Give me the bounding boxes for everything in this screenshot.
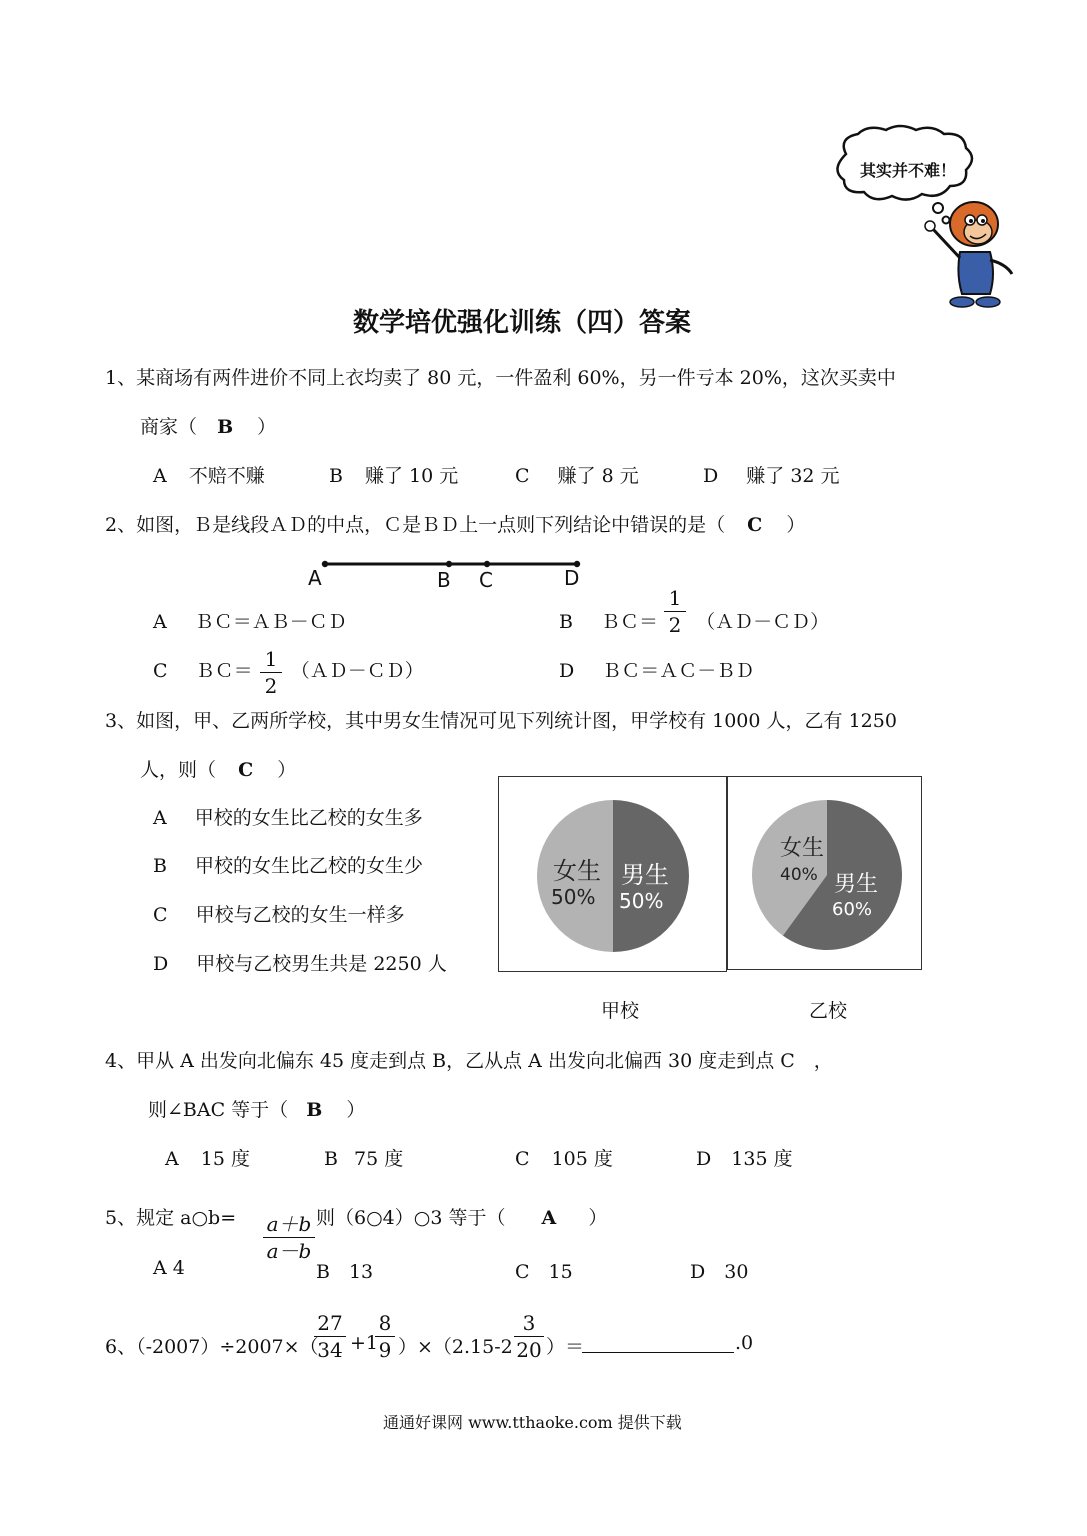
pie-chart-school-jia (498, 776, 727, 972)
q5-option-d: D 30 (690, 1261, 749, 1283)
q4-stem-line1: 4、甲从 A 出发向北偏东 45 度走到点 B，乙从点 A 出发向北偏西 30 度走到点 C ， (105, 1050, 833, 1072)
q3-stem-line2 (140, 755, 296, 782)
point-label-b: B (437, 568, 451, 592)
mascot-bubble-text: 其实并不难！ (860, 161, 957, 180)
q2-option-d (559, 656, 754, 683)
pie-label-boys: 男生 (834, 872, 879, 897)
pie-svg (728, 777, 921, 969)
fraction-numerator: 1 (264, 647, 278, 671)
q1-option-c (515, 461, 639, 488)
fraction-bar (314, 1336, 346, 1337)
q4-option-b (324, 1144, 403, 1171)
pie-label-boys: 男生 (621, 861, 669, 889)
q2-option-a (153, 607, 347, 634)
page-title: 数学培优强化训练（四）答案 (353, 308, 692, 338)
option-prefix: ＢＣ＝ (601, 611, 659, 633)
point-label-c: C (479, 568, 493, 592)
pie-caption-yi: 乙校 (809, 1000, 848, 1022)
option-text: 不赔不赚 (188, 465, 265, 487)
fraction-bar (263, 1237, 315, 1238)
fraction-bar (514, 1336, 544, 1337)
option-letter: A (165, 1148, 179, 1170)
q3-option-c (153, 900, 405, 927)
q6-fraction-27-34 (314, 1313, 346, 1360)
option-letter: C (515, 1148, 530, 1170)
q6-expression-start: 6、（-2007）÷2007×（ (105, 1336, 319, 1358)
q4-stem-suffix: ） (346, 1099, 366, 1121)
option-text: ＢＣ＝ＡＢ－ＣＤ (194, 611, 347, 633)
q6-expression-end: ）＝ (546, 1336, 585, 1358)
option-letter: B (153, 855, 167, 877)
q6-answer-blank (582, 1352, 734, 1353)
pie-value-boys: 60% (832, 899, 873, 920)
option-letter: A (153, 611, 167, 633)
option-letter: C (153, 904, 168, 926)
pie-svg (499, 777, 726, 971)
q3-option-d (153, 949, 447, 976)
q1-option-b (329, 461, 458, 488)
q1-option-d (703, 461, 840, 488)
option-suffix: （ＡＤ－ＣＤ） (696, 611, 830, 633)
fraction-numerator: 3 (522, 1311, 536, 1335)
q4-stem-line2 (148, 1095, 365, 1122)
option-text: 75 度 (354, 1148, 404, 1170)
q5-option-b: B 13 (316, 1261, 374, 1283)
option-prefix: ＢＣ＝ (195, 660, 253, 682)
option-letter: D (696, 1148, 712, 1170)
pie-value-girls: 40% (780, 865, 818, 885)
q5-stem-middle: 则（6○4）○3 等于（ (316, 1207, 506, 1229)
fraction-denominator: a－b (266, 1239, 312, 1263)
q2-option-c-fraction (260, 649, 282, 696)
option-letter: D (703, 465, 719, 487)
option-text: ＢＣ＝ＡＣ－ＢＤ (602, 660, 755, 682)
q4-option-d (696, 1144, 793, 1171)
pie-value-girls: 50% (551, 885, 596, 909)
pie-caption-jia: 甲校 (601, 1000, 640, 1022)
option-suffix: （ＡＤ－ＣＤ） (290, 660, 424, 682)
pie-label-girls: 女生 (780, 836, 825, 861)
option-text: 135 度 (731, 1148, 793, 1170)
option-letter: C (153, 660, 168, 682)
fraction-numerator: 27 (317, 1311, 343, 1335)
fraction-numerator: 1 (668, 586, 682, 610)
q2-option-b (559, 607, 830, 637)
q6-fraction-3-20 (514, 1313, 544, 1360)
q4-option-c (515, 1144, 613, 1171)
q3-stem-line1: 3、如图，甲、乙两所学校，其中男女生情况可见下列统计图，甲学校有 1000 人，乙有 1250 (105, 710, 897, 732)
option-text: 赚了 10 元 (365, 465, 459, 487)
option-text: 105 度 (551, 1148, 613, 1170)
q1-option-a (153, 461, 265, 488)
option-text: 甲校与乙校的女生一样多 (195, 904, 405, 926)
q2-option-b-fraction (664, 588, 686, 635)
option-letter: B (559, 611, 573, 633)
fraction-numerator: 8 (378, 1311, 392, 1335)
fraction-bar (375, 1336, 395, 1337)
mascot-drawing (828, 124, 1018, 314)
q1-stem-line1: 1、某商场有两件进价不同上衣均卖了 80 元，一件盈利 60%，另一件亏本 20%，这次买卖中 (105, 367, 896, 389)
option-text: 赚了 8 元 (557, 465, 639, 487)
fraction-denominator: 20 (516, 1338, 542, 1362)
q5-stem-suffix: ） (588, 1207, 608, 1229)
q3-option-a (153, 803, 423, 830)
option-text: 赚了 32 元 (746, 465, 840, 487)
q2-stem-prefix: 2、如图，Ｂ是线段ＡＤ的中点，Ｃ是ＢＤ上一点则下列结论中错误的是（ (105, 514, 726, 536)
option-letter: A (153, 807, 167, 829)
q5-answer: A (541, 1207, 557, 1229)
option-letter: B (329, 465, 343, 487)
q3-stem-prefix: 人，则（ (140, 759, 217, 781)
q6-expression-middle: ）×（2.15-2 (398, 1336, 513, 1358)
q3-answer: C (238, 759, 254, 781)
q2-line-segment-figure (305, 556, 595, 590)
fraction-bar (664, 611, 686, 612)
q2-answer: C (747, 514, 763, 536)
option-text: 甲校的女生比乙校的女生多 (194, 807, 423, 829)
q3-stem-suffix: ） (277, 759, 297, 781)
fraction-numerator: a＋b (266, 1212, 312, 1236)
pie-value-boys: 50% (619, 889, 664, 913)
q4-answer: B (306, 1099, 323, 1121)
option-letter: D (153, 953, 169, 975)
option-letter: A (153, 465, 167, 487)
q6-plus-one: +1 (350, 1332, 379, 1354)
pie-chart-school-yi (727, 776, 922, 970)
q3-option-b (153, 851, 423, 878)
q1-stem-suffix: ） (257, 416, 277, 438)
page-footer: 通通好课网 www.tthaoke.com 提供下载 (383, 1413, 682, 1432)
point-label-a: A (308, 566, 322, 590)
q1-answer: B (217, 416, 234, 438)
option-text: 15 度 (200, 1148, 250, 1170)
q5-option-c: C 15 (515, 1261, 573, 1283)
option-text: 甲校的女生比乙校的女生少 (195, 855, 424, 877)
point-label-d: D (564, 566, 580, 590)
fraction-denominator: 2 (668, 613, 682, 637)
fraction-denominator: 2 (264, 674, 278, 698)
q4-stem-prefix: 则∠BAC 等于（ (148, 1099, 289, 1121)
option-letter: D (559, 660, 575, 682)
option-letter: C (515, 465, 530, 487)
q4-option-a (165, 1144, 250, 1171)
fraction-bar (260, 672, 282, 673)
q5-definition-fraction (263, 1214, 315, 1261)
q5-stem-rest (316, 1203, 607, 1230)
q6-fraction-8-9 (375, 1313, 395, 1360)
q1-stem-prefix: 商家（ (140, 416, 198, 438)
q2-stem-suffix: ） (786, 514, 806, 536)
q2-option-c (153, 656, 424, 683)
q2-stem (105, 510, 805, 537)
q5-stem-start: 5、规定 a○b= (105, 1207, 237, 1229)
mascot-illustration (828, 124, 1018, 314)
option-letter: B (324, 1148, 338, 1170)
q6-answer: .0 (735, 1332, 754, 1354)
q1-stem-line2 (140, 412, 276, 439)
fraction-denominator: 9 (378, 1338, 392, 1362)
q5-option-a: A 4 (153, 1257, 185, 1279)
fraction-denominator: 34 (317, 1338, 343, 1362)
option-text: 甲校与乙校男生共是 2250 人 (196, 953, 447, 975)
pie-label-girls: 女生 (553, 857, 601, 885)
